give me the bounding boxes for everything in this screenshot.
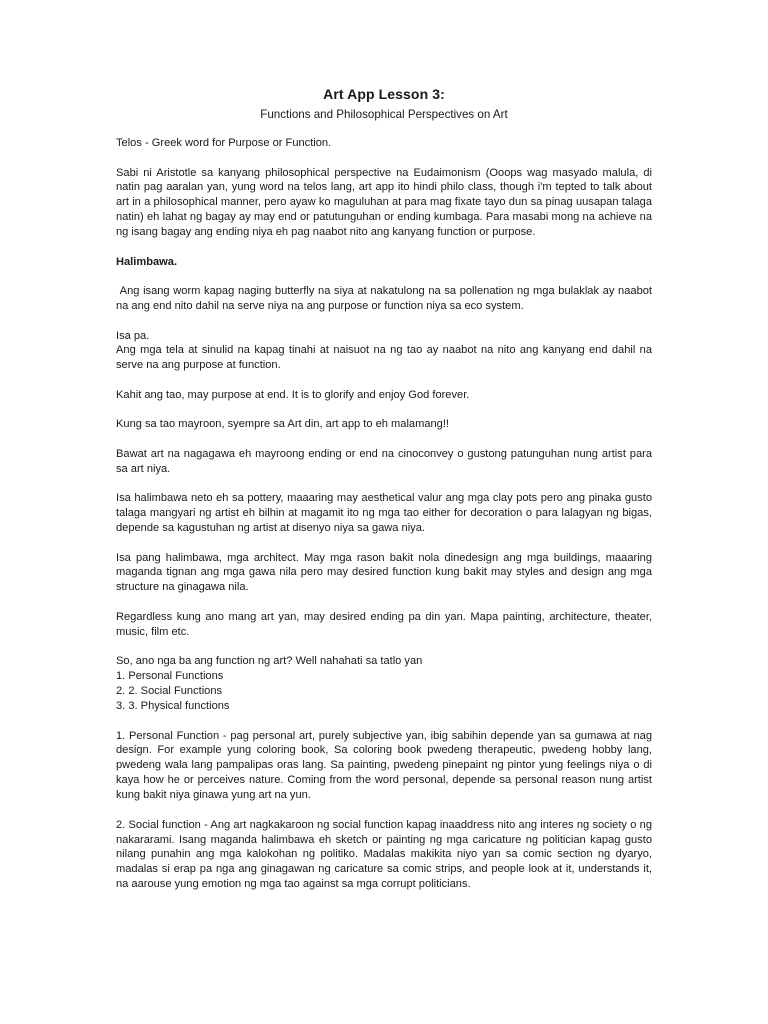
pottery-paragraph: Isa halimbawa neto eh sa pottery, maaaring may aesthetical valur ang mga clay pots pero ang pinaka gusto talaga mangyari ng artist eh bilhin at magamit ito ng mga tao either for decoration o para lalagyan ng bigas, depende sa kagustuhan ng artist at disenyo niya sa gawa niya. [116, 492, 652, 535]
regardless-paragraph: Regardless kung ano mang art yan, may desired ending pa din yan. Mapa painting, architecture, theater, music, film etc. [116, 610, 652, 638]
personal-function-paragraph: 1. Personal Function - pag personal art, purely subjective yan, ibig sabihin depende yan sa gumawa at nag design. For example yung coloring book, Sa coloring book pwedeng therapeutic, pwedeng hobby lang, pwedeng wala lang pampalipas oras lang. Sa painting, pwedeng pinepaint ng pintor yung feelings niya o di kaya how he or perceives nature. Coming from the word personal, depende sa personal reason nung artist kung bakit niya ginawa yung art na yun. [116, 729, 652, 802]
functions-list [116, 669, 652, 714]
list-item: 3. 3. Physical functions [116, 700, 230, 712]
list-item: 1. Personal Functions [116, 670, 224, 683]
halimbawa-heading: Halimbawa. [116, 255, 178, 268]
worm-paragraph: Ang isang worm kapag naging butterfly na siya at nakatulong na sa pollenation ng mga bulaklak ay naabot na ang end nito dahil na serve niya na ang purpose or function niya sa eco system. [116, 285, 656, 313]
aristotle-paragraph: Sabi ni Aristotle sa kanyang philosophical perspective na Eudaimonism (Ooops wag masyado malula, di natin pag aaralan yan, yung word na telos lang, art app ito hindi philo class, though i'm tepted to talk about art in a philosophical manner, pero ayaw ko maguluhan at para mag fixate tayo dun sa pinag uusapan talaga natin) eh lahat ng bagay ay may end or patutunguhan or ending kumbaga. Para masabi mong na achieve na ng isang bagay ang ending niya eh pag naabot nito ang kanyang function or purpose. [116, 166, 652, 239]
architect-paragraph: Isa pang halimbawa, mga architect. May mga rason bakit nola dinedesign ang mga buildings, maaaring maganda tignan ang mga gawa nila pero may desired function kung bakit may styles and design ang mga structure na ginagawa nila. [116, 551, 652, 594]
document-title: Art App Lesson 3: [323, 86, 445, 102]
art-app-paragraph: Kung sa tao mayroon, syempre sa Art din, art app to eh malamang!! [116, 418, 449, 431]
tela-paragraph: Ang mga tela at sinulid na kapag tinahi at naisuot na ng tao ay naabot na nito ang kanyang end dahil na serve na ang purpose at function. [116, 344, 652, 372]
telos-definition: Telos - Greek word for Purpose or Function. [116, 137, 332, 149]
document-subtitle: Functions and Philosophical Perspectives on Art [260, 108, 508, 121]
social-function-paragraph: 2. Social function - Ang art nagkakaroon ng social function kapag inaaddress nito ang interes ng society o ng nakararami. Isang maganda halimbawa eh sketch or painting ng mga caricature ng politician kapag gusto nilang punahin ang mga kalokohan ng politiko. Madalas makikita niyo yan sa comic section ng dyaryo, madalas si erap pa nga ang ginagawan ng caricature sa comic strips, and people look at it, understands it, na aarouse yung emotion ng mga tao against sa mga corrupt politicians. [116, 818, 652, 891]
list-item: 2. 2. Social Functions [116, 685, 223, 698]
tao-paragraph: Kahit ang tao, may purpose at end. It is to glorify and enjoy God forever. [116, 388, 470, 401]
so-ano-line: So, ano nga ba ang function ng art? Well nahahati sa tatlo yan [116, 655, 423, 668]
isa-pa-line: Isa pa. [116, 329, 150, 342]
bawat-art-paragraph: Bawat art na nagagawa eh mayroong ending or end na cinoconvey o gustong patunguhan nung artist para sa art niya. [116, 447, 652, 475]
